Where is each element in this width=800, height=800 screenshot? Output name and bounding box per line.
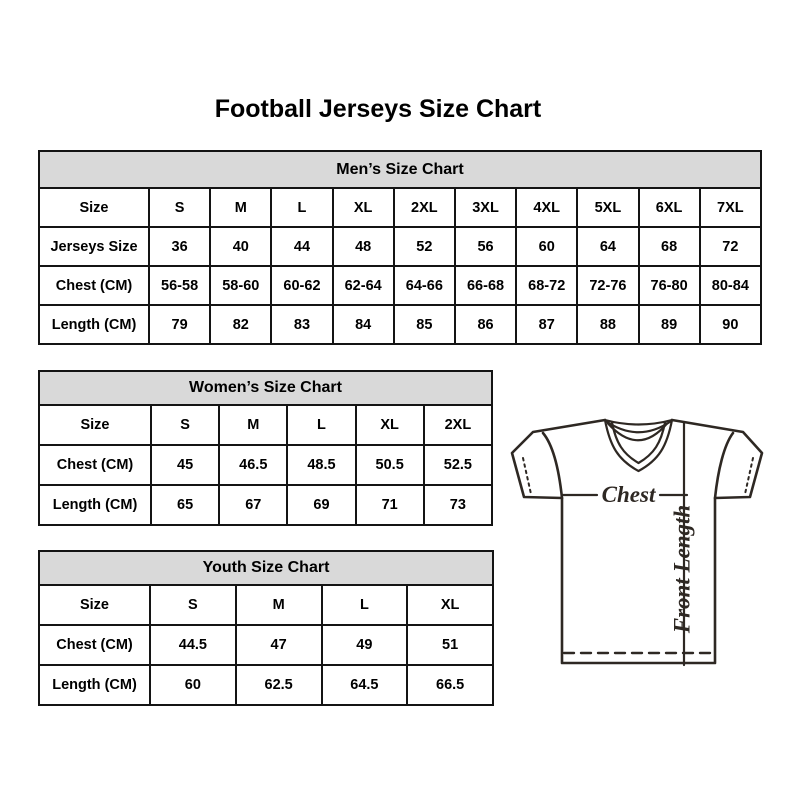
data-cell: 83 xyxy=(271,305,332,344)
data-cell: 52 xyxy=(394,227,455,266)
data-cell: M xyxy=(210,188,271,227)
data-cell: 64-66 xyxy=(394,266,455,305)
table-row xyxy=(39,405,492,445)
table-title-row xyxy=(39,551,493,585)
data-cell: 56-58 xyxy=(149,266,210,305)
data-cell: 49 xyxy=(322,625,408,665)
data-cell: 90 xyxy=(700,305,761,344)
row-header-cell: Length (CM) xyxy=(39,305,149,344)
data-cell: 52.5 xyxy=(424,445,492,485)
row-header-cell: Size xyxy=(39,405,151,445)
row-header-cell: Length (CM) xyxy=(39,665,150,705)
data-cell: 3XL xyxy=(455,188,516,227)
table-title-row xyxy=(39,371,492,405)
table-row xyxy=(39,227,761,266)
data-cell: 58-60 xyxy=(210,266,271,305)
data-cell: 67 xyxy=(219,485,287,525)
data-cell: 60 xyxy=(150,665,236,705)
data-cell: 62.5 xyxy=(236,665,322,705)
data-cell: 2XL xyxy=(424,405,492,445)
left-sleeve-seam xyxy=(543,433,562,498)
row-header-cell: Jerseys Size xyxy=(39,227,149,266)
data-cell: 60-62 xyxy=(271,266,332,305)
data-cell: 84 xyxy=(333,305,394,344)
mens-size-table xyxy=(38,150,762,345)
table-row xyxy=(39,585,493,625)
data-cell: S xyxy=(151,405,219,445)
data-cell: M xyxy=(236,585,322,625)
table-row xyxy=(39,485,492,525)
data-cell: 76-80 xyxy=(639,266,700,305)
row-header-cell: Size xyxy=(39,585,150,625)
data-cell: S xyxy=(150,585,236,625)
table-row xyxy=(39,188,761,227)
page-title: Football Jerseys Size Chart xyxy=(214,95,542,123)
data-cell: 85 xyxy=(394,305,455,344)
row-header-cell: Chest (CM) xyxy=(39,266,149,305)
row-header-cell: Length (CM) xyxy=(39,485,151,525)
row-header-cell: Chest (CM) xyxy=(39,445,151,485)
data-cell: XL xyxy=(333,188,394,227)
data-cell: 69 xyxy=(287,485,355,525)
data-cell: 2XL xyxy=(394,188,455,227)
table-title: Men’s Size Chart xyxy=(39,151,761,188)
data-cell: 47 xyxy=(236,625,322,665)
data-cell: 71 xyxy=(356,485,424,525)
data-cell: 62-64 xyxy=(333,266,394,305)
data-cell: 51 xyxy=(407,625,493,665)
data-cell: 88 xyxy=(577,305,638,344)
data-cell: L xyxy=(271,188,332,227)
data-cell: 36 xyxy=(149,227,210,266)
data-cell: L xyxy=(322,585,408,625)
data-cell: 72 xyxy=(700,227,761,266)
data-cell: XL xyxy=(356,405,424,445)
data-cell: 6XL xyxy=(639,188,700,227)
jersey-outline xyxy=(512,420,762,663)
data-cell: 82 xyxy=(210,305,271,344)
data-cell: 45 xyxy=(151,445,219,485)
youth-size-table xyxy=(38,550,494,706)
table-row xyxy=(39,445,492,485)
data-cell: 64 xyxy=(577,227,638,266)
table-row xyxy=(39,305,761,344)
data-cell: 86 xyxy=(455,305,516,344)
data-cell: 40 xyxy=(210,227,271,266)
data-cell: 66-68 xyxy=(455,266,516,305)
table-title: Youth Size Chart xyxy=(39,551,493,585)
data-cell: 48.5 xyxy=(287,445,355,485)
table-row xyxy=(39,665,493,705)
data-cell: 72-76 xyxy=(577,266,638,305)
data-cell: L xyxy=(287,405,355,445)
data-cell: 46.5 xyxy=(219,445,287,485)
data-cell: 68 xyxy=(639,227,700,266)
row-header-cell: Chest (CM) xyxy=(39,625,150,665)
data-cell: 4XL xyxy=(516,188,577,227)
data-cell: 50.5 xyxy=(356,445,424,485)
right-sleeve-seam xyxy=(715,433,733,498)
table-row xyxy=(39,266,761,305)
table-row xyxy=(39,625,493,665)
data-cell: 5XL xyxy=(577,188,638,227)
data-cell: 80-84 xyxy=(700,266,761,305)
data-cell: 68-72 xyxy=(516,266,577,305)
data-cell: 89 xyxy=(639,305,700,344)
table-title: Women’s Size Chart xyxy=(39,371,492,405)
data-cell: 44 xyxy=(271,227,332,266)
chest-label: Chest xyxy=(601,482,656,507)
data-cell: 65 xyxy=(151,485,219,525)
left-cuff-dash xyxy=(523,458,531,494)
jersey-measurement-diagram xyxy=(510,412,766,668)
collar-back-edge xyxy=(605,420,672,425)
data-cell: 56 xyxy=(455,227,516,266)
data-cell: 73 xyxy=(424,485,492,525)
data-cell: 48 xyxy=(333,227,394,266)
data-cell: 64.5 xyxy=(322,665,408,705)
data-cell: 87 xyxy=(516,305,577,344)
row-header-cell: Size xyxy=(39,188,149,227)
data-cell: 79 xyxy=(149,305,210,344)
data-cell: 7XL xyxy=(700,188,761,227)
data-cell: 44.5 xyxy=(150,625,236,665)
womens-size-table xyxy=(38,370,493,526)
front-length-label: Front Length xyxy=(669,504,695,634)
table-title-row xyxy=(39,151,761,188)
data-cell: 66.5 xyxy=(407,665,493,705)
data-cell: M xyxy=(219,405,287,445)
data-cell: 60 xyxy=(516,227,577,266)
data-cell: XL xyxy=(407,585,493,625)
data-cell: S xyxy=(149,188,210,227)
